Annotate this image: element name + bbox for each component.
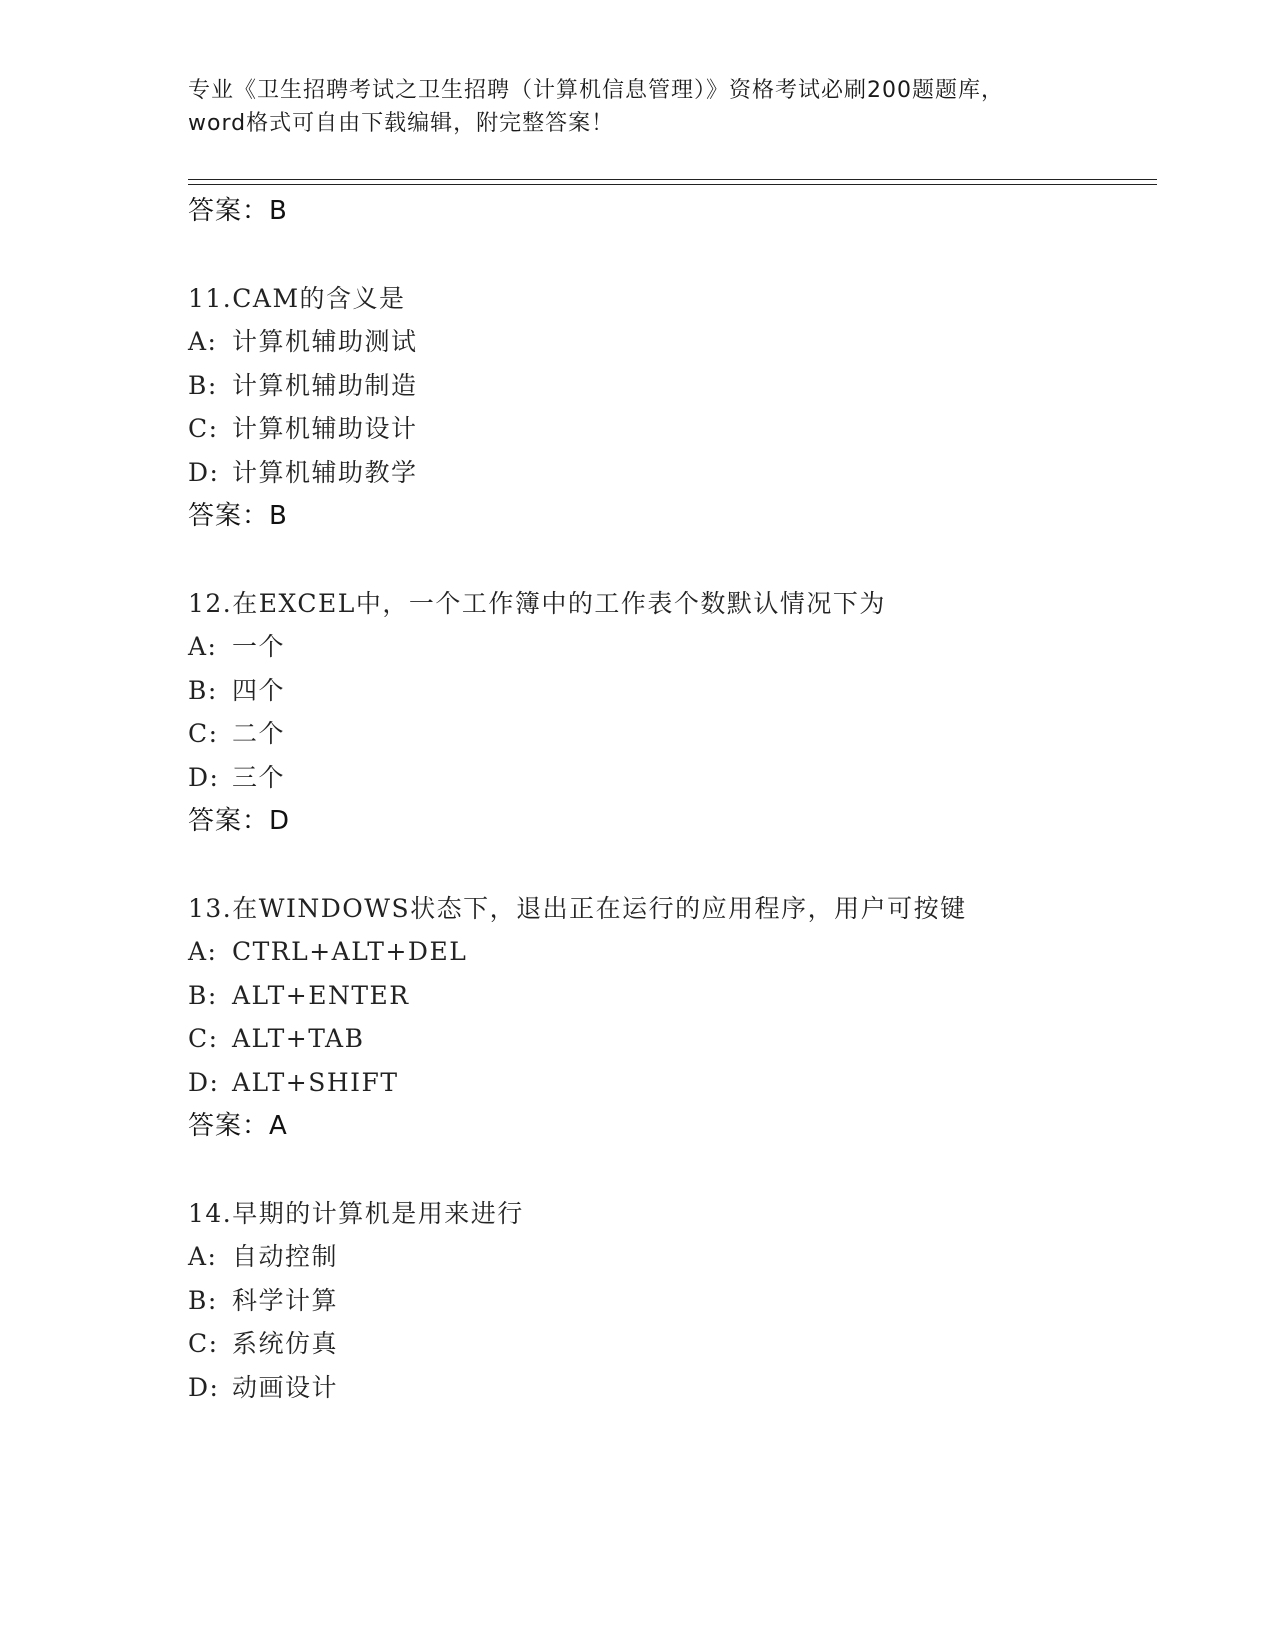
answer-line: 答案：B bbox=[188, 501, 288, 531]
option-text: 四个 bbox=[232, 676, 286, 705]
header-divider-top bbox=[188, 179, 1157, 180]
option-text: 计算机辅助教学 bbox=[232, 458, 418, 487]
option-c bbox=[188, 409, 418, 449]
option-letter: D: bbox=[188, 458, 220, 487]
option-text: 动画设计 bbox=[232, 1373, 339, 1402]
option-letter: B: bbox=[188, 981, 218, 1010]
option-letter: A: bbox=[188, 632, 218, 661]
option-text: 一个 bbox=[232, 632, 286, 661]
option-letter: C: bbox=[188, 1024, 219, 1053]
option-letter: A: bbox=[188, 937, 218, 966]
option-a bbox=[188, 627, 285, 667]
option-d bbox=[188, 1368, 338, 1408]
option-letter: C: bbox=[188, 1329, 219, 1358]
option-a bbox=[188, 932, 467, 972]
option-letter: D: bbox=[188, 763, 220, 792]
option-text: 计算机辅助设计 bbox=[232, 414, 418, 443]
option-b bbox=[188, 671, 285, 711]
option-letter: A: bbox=[188, 1242, 218, 1271]
option-b bbox=[188, 976, 410, 1016]
question-stem: 13.在WINDOWS状态下，退出正在运行的应用程序，用户可按键 bbox=[188, 894, 967, 923]
option-c bbox=[188, 1324, 338, 1364]
option-text: CTRL+ALT+DEL bbox=[232, 937, 468, 966]
option-a bbox=[188, 1237, 338, 1277]
header-title-line-1: 专业《卫生招聘考试之卫生招聘（计算机信息管理）》资格考试必刷200题题库， bbox=[188, 78, 1004, 103]
option-text: 自动控制 bbox=[232, 1242, 339, 1271]
header-divider-bottom bbox=[188, 184, 1157, 185]
option-text: 计算机辅助制造 bbox=[232, 371, 418, 400]
option-d bbox=[188, 453, 418, 493]
option-letter: D: bbox=[188, 1373, 220, 1402]
option-text: 科学计算 bbox=[232, 1286, 339, 1315]
question-stem: 11.CAM的含义是 bbox=[188, 284, 406, 313]
document-header bbox=[188, 74, 1088, 140]
option-letter: B: bbox=[188, 371, 218, 400]
answer-line: 答案：A bbox=[188, 1111, 288, 1141]
option-c bbox=[188, 714, 285, 754]
option-text: 三个 bbox=[232, 763, 286, 792]
option-text: 二个 bbox=[232, 719, 286, 748]
answer-line: 答案：B bbox=[188, 196, 288, 226]
option-text: ALT+SHIFT bbox=[232, 1068, 399, 1097]
option-b bbox=[188, 366, 418, 406]
option-letter: C: bbox=[188, 719, 219, 748]
question-stem: 14.早期的计算机是用来进行 bbox=[188, 1199, 524, 1228]
option-c bbox=[188, 1019, 364, 1059]
option-text: ALT+ENTER bbox=[232, 981, 410, 1010]
option-d bbox=[188, 758, 285, 798]
answer-line: 答案：D bbox=[188, 806, 291, 836]
option-text: 系统仿真 bbox=[232, 1329, 339, 1358]
header-title-line-2: word格式可自由下载编辑，附完整答案！ bbox=[188, 111, 615, 136]
option-a bbox=[188, 322, 418, 362]
option-text: ALT+TAB bbox=[232, 1024, 365, 1053]
option-letter: B: bbox=[188, 676, 218, 705]
option-d bbox=[188, 1063, 399, 1103]
option-letter: B: bbox=[188, 1286, 218, 1315]
option-b bbox=[188, 1281, 338, 1321]
option-letter: C: bbox=[188, 414, 219, 443]
option-letter: A: bbox=[188, 327, 218, 356]
option-text: 计算机辅助测试 bbox=[232, 327, 418, 356]
option-letter: D: bbox=[188, 1068, 220, 1097]
question-stem: 12.在EXCEL中，一个工作簿中的工作表个数默认情况下为 bbox=[188, 589, 886, 618]
